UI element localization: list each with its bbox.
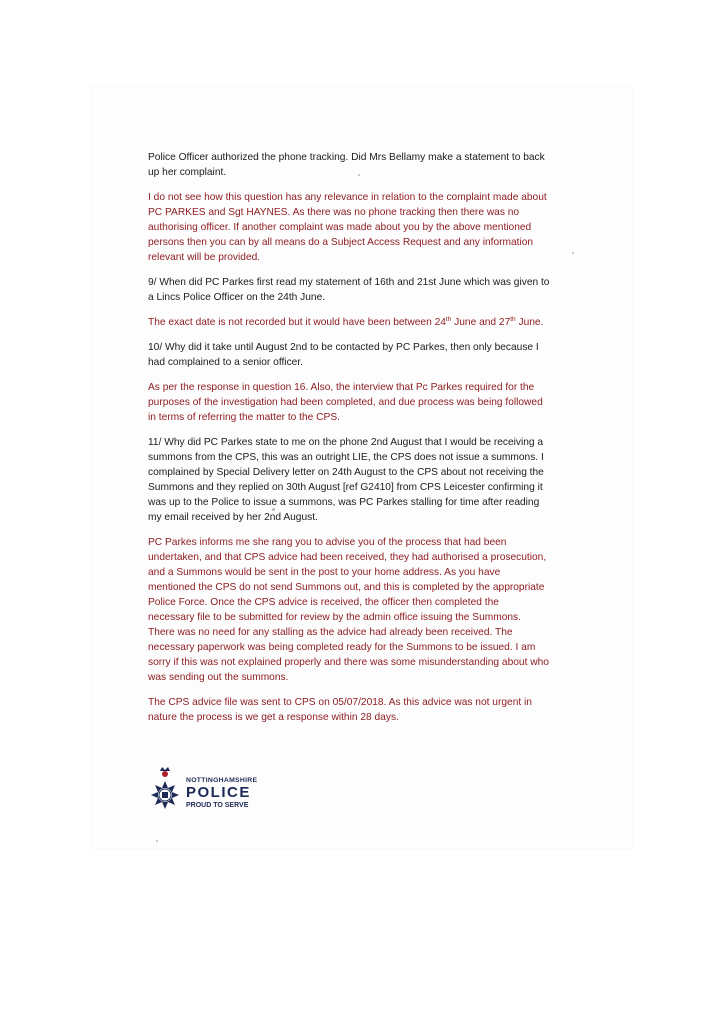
question-11: 11/ Why did PC Parkes state to me on the phone 2nd August that I would be receiving a summons from the CPS, this was an outright LIE, the CPS does not issue a summons. I complained by Special Delivery letter on 24th August to the CPS about not receiving the Summons and they replied on 30th August [ref G2410] from CPS Leicester confirming it was up to the Police to issue a summons, was PC Parkes stalling for time after reading my email received by her 2nd August. (148, 437, 544, 523)
answer-9-part3: June. (515, 317, 544, 328)
logo-force: POLICE (186, 784, 251, 801)
scan-speck (358, 174, 360, 176)
answer-paragraph: I do not see how this question has any relevance in relation to the complaint made about PC PARKES and Sgt HAYNES. As there was no phone tracking then there was no authorising officer. If another complaint was made about you by the above mentioned persons then you can by all means do a Subject Access Request and any information relevant will be provided. (148, 192, 547, 263)
question-10: 10/ Why did it take until August 2nd to be contacted by PC Parkes, then only because I had complained to a senior officer. (148, 342, 539, 368)
question-9: 9/ When did PC Parkes first read my statement of 16th and 21st June which was given to a Lincs Police Officer on the 24th June. (148, 277, 550, 303)
logo-motto: PROUD TO SERVE (186, 802, 249, 809)
letter-body (148, 150, 586, 735)
police-star-badge-icon (150, 765, 180, 815)
scan-speck (272, 508, 275, 511)
police-logo (150, 765, 270, 815)
logo-county: NOTTINGHAMSHIRE (186, 777, 258, 784)
answer-11: PC Parkes informs me she rang you to advise you of the process that had been undertaken, and that CPS advice had been received, they had authorised a prosecution, and a Summons would be sent in the post to your home address. As you have mentioned the CPS do not send Summons out, and this is completed by the appropriate Police Force. Once the CPS advice is received, the officer then completed the necessary file to be submitted for review by the admin office issuing the Summons. There was no need for any stalling as the advice had already been received. The necessary paperwork was being completed ready for the Summons to be issued. I am sorry if this was not explained properly and there was some misunderstanding about who was sending out the summons. (148, 537, 549, 683)
answer-10: As per the response in question 16. Also, the interview that Pc Parkes required for the purposes of the investigation had been completed, and due process was being followed in terms of referring the matter to the CPS. (148, 382, 543, 423)
answer-9 (148, 315, 586, 330)
answer-9-sup2: th (510, 316, 516, 323)
answer-9-part1: The exact date is not recorded but it would have been between 24 (148, 317, 446, 328)
answer-9-part2: June and 27 (451, 317, 511, 328)
scan-speck (156, 840, 158, 842)
answer-9-sup1: th (445, 316, 452, 323)
answer-cps-advice: The CPS advice file was sent to CPS on 05/07/2018. As this advice was not urgent in nature the process is we get a response within 28 days. (148, 697, 532, 723)
logo-wordmark (186, 777, 257, 810)
question-paragraph: Police Officer authorized the phone tracking. Did Mrs Bellamy make a statement to back up her complaint. (148, 152, 545, 178)
scan-speck (572, 252, 574, 254)
